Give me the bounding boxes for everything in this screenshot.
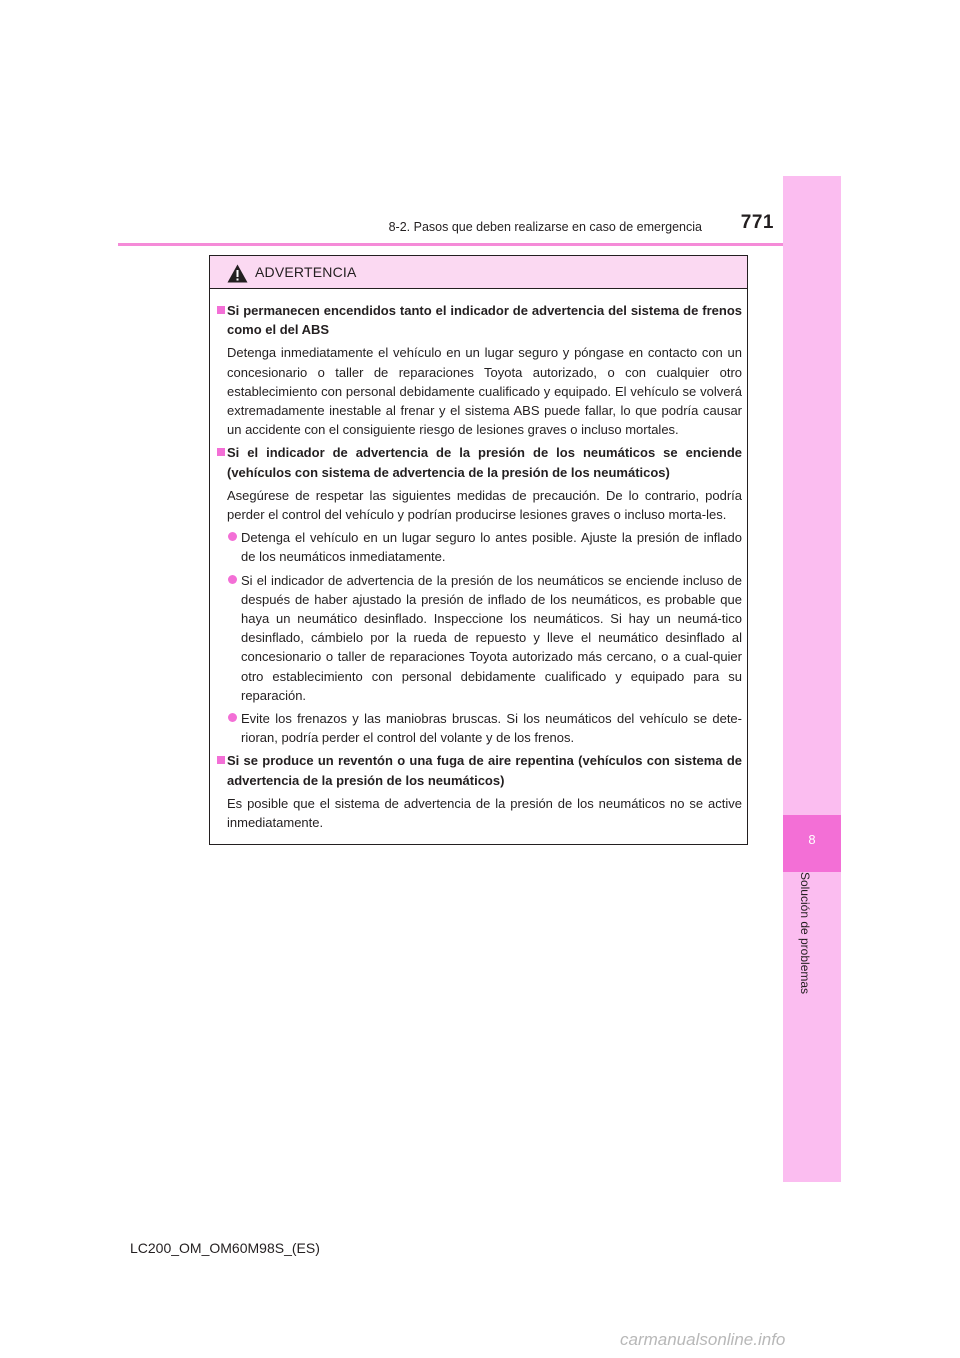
footer-model-code: LC200_OM_OM60M98S_(ES): [130, 1240, 320, 1256]
section-text: Asegúrese de respetar las siguientes medidas de precaución. De lo contrario, podría perder el control del vehículo y podrían producirse lesiones graves o incluso morta-les.: [227, 487, 742, 523]
warning-body: [217, 301, 742, 836]
warning-header: [210, 256, 747, 289]
section-heading-text: Si permanecen encendidos tanto el indicador de advertencia del sistema de frenos como el del ABS: [227, 303, 742, 338]
list-item-text: Si el indicador de advertencia de la presión de los neumáticos se enciende incluso de después de haber ajustado la presión de inflado de los neumáticos, es probable que haya un neumático desinflado. Inspeccione los neumáticos. Si hay un neumá-tico desinflado, cámbielo por la rueda de repuesto y lleve el neumático desinflado al concesionario o taller de reparaciones Toyota autorizado más cercano, o a cual-quier otro establecimiento con personal debidamente cualificado y equipado para su reparación.: [241, 572, 742, 703]
section-heading-text: Si el indicador de advertencia de la presión de los neumáticos se enciende (vehículos con sistema de advertencia de la presión de los neumáticos): [227, 445, 742, 480]
warning-title: ADVERTENCIA: [255, 264, 357, 280]
warning-section-blowout: [217, 751, 742, 832]
square-bullet-icon: [217, 306, 225, 314]
chapter-title: Solución de problemas: [798, 871, 812, 995]
list-item: [217, 528, 742, 566]
section-heading-text: Si se produce un reventón o una fuga de aire repentina (vehículos con sistema de advertencia de la presión de los neumáticos): [227, 753, 742, 788]
warning-triangle-icon: [227, 264, 248, 283]
chapter-side-tab: [783, 176, 841, 1182]
watermark: carmanualsonline.info: [620, 1330, 786, 1349]
circle-bullet-icon: [228, 532, 237, 541]
list-item: [217, 571, 742, 705]
square-bullet-icon: [217, 448, 225, 456]
warning-section-tire-pressure: [217, 443, 742, 747]
header-rule: [118, 243, 841, 246]
circle-bullet-icon: [228, 713, 237, 722]
section-text: Es posible que el sistema de advertencia de la presión de los neumáticos no se active inmediatamente.: [227, 795, 742, 831]
page-number: 771: [740, 212, 774, 233]
warning-box: [209, 255, 748, 845]
section-title: 8-2. Pasos que deben realizarse en caso de emergencia: [388, 220, 702, 234]
list-item: [217, 709, 742, 747]
section-heading: [217, 751, 742, 789]
warning-section-brakes-abs: [217, 301, 742, 439]
section-heading: [217, 443, 742, 481]
list-item-text: Evite los frenazos y las maniobras bruscas. Si los neumáticos del vehículo se dete-rioran, podría perder el control del volante y de los frenos.: [241, 711, 742, 746]
list-item-text: Detenga el vehículo en un lugar seguro lo antes posible. Ajuste la presión de inflado de los neumáticos inmediatamente.: [241, 530, 742, 565]
section-text: Detenga inmediatamente el vehículo en un lugar seguro y póngase en contacto con un concesionario o taller de reparaciones Toyota autorizado, o con cualquier otro establecimiento con personal debidamente cualificado y equipado. El vehículo se volverá extremadamente inestable al frenar y el sistema ABS puede fallar, lo que podría causar un accidente con el consiguiente riesgo de lesiones graves o incluso mortales.: [227, 345, 742, 438]
section-heading: [217, 301, 742, 339]
circle-bullet-icon: [228, 575, 237, 584]
chapter-number: 8: [808, 832, 816, 847]
square-bullet-icon: [217, 756, 225, 764]
